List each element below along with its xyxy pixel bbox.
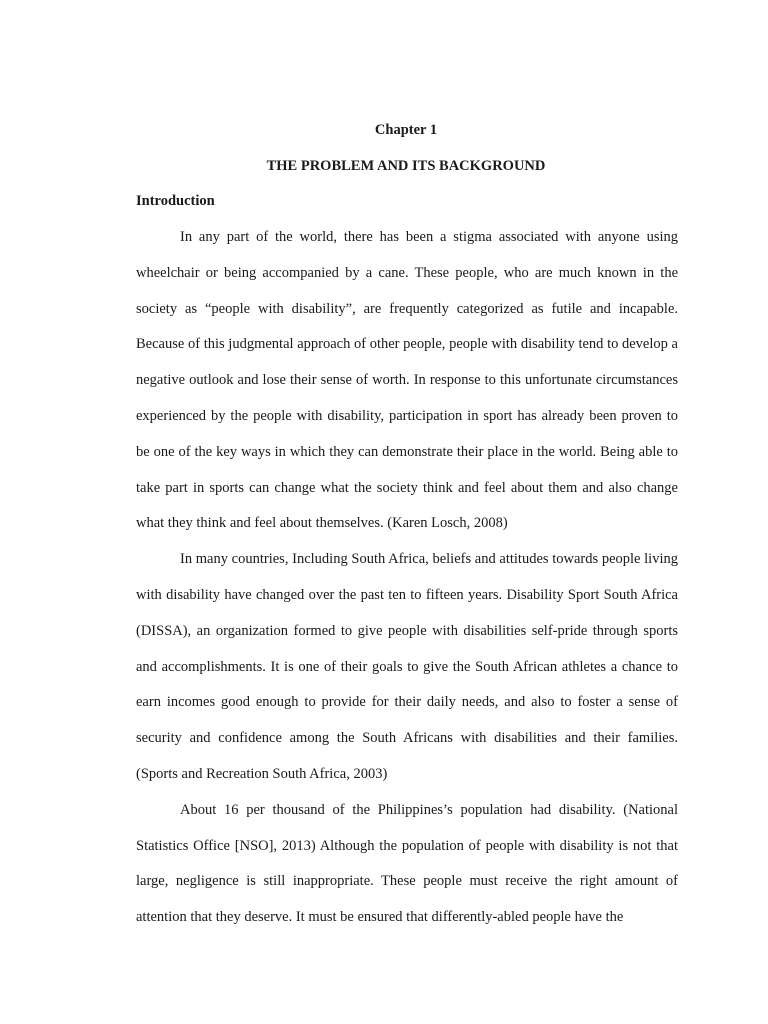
chapter-label: Chapter 1 <box>374 122 438 138</box>
section-heading: Introduction <box>136 193 215 209</box>
paragraph: In any part of the world, there has been a stigma associated with anyone using wheelchair or being accompanied by a cane. These people, who are much known in the society as “people with disability”, are frequently categorized as futile and incapable. Because of this judgmental approach of other people, people with disability tend to develop a negative outlook and lose their sense of worth. In response to this unfortunate circumstances experienced by the people with disability, participation in sport has already been proven to be one of the key ways in which they can demonstrate their place in the world. Being able to take part in sports can change what the society think and feel about them and also change what they think and feel about themselves. (Karen Losch, 2008) <box>136 229 678 532</box>
body-text <box>136 220 678 936</box>
paragraph: In many countries, Including South Africa, beliefs and attitudes towards people living with disability have changed over the past ten to fifteen years. Disability Sport South Africa (DISSA), an organization formed to give people with disabilities self-pride through sports and accomplishments. It is one of their goals to give the South African athletes a chance to earn incomes good enough to provide for their daily needs, and also to foster a sense of security and confidence among the South Africans with disabilities and their families. (Sports and Recreation South Africa, 2003) <box>136 551 678 782</box>
chapter-title: THE PROBLEM AND ITS BACKGROUND <box>266 158 546 174</box>
paragraph: About 16 per thousand of the Philippines’s population had disability. (National Statistics Office [NSO], 2013) Although the population of people with disability is not that large, negligence is still inappropriate. These people must receive the right amount of attention that they deserve. It must be ensured that differently-abled people have the <box>136 801 678 926</box>
